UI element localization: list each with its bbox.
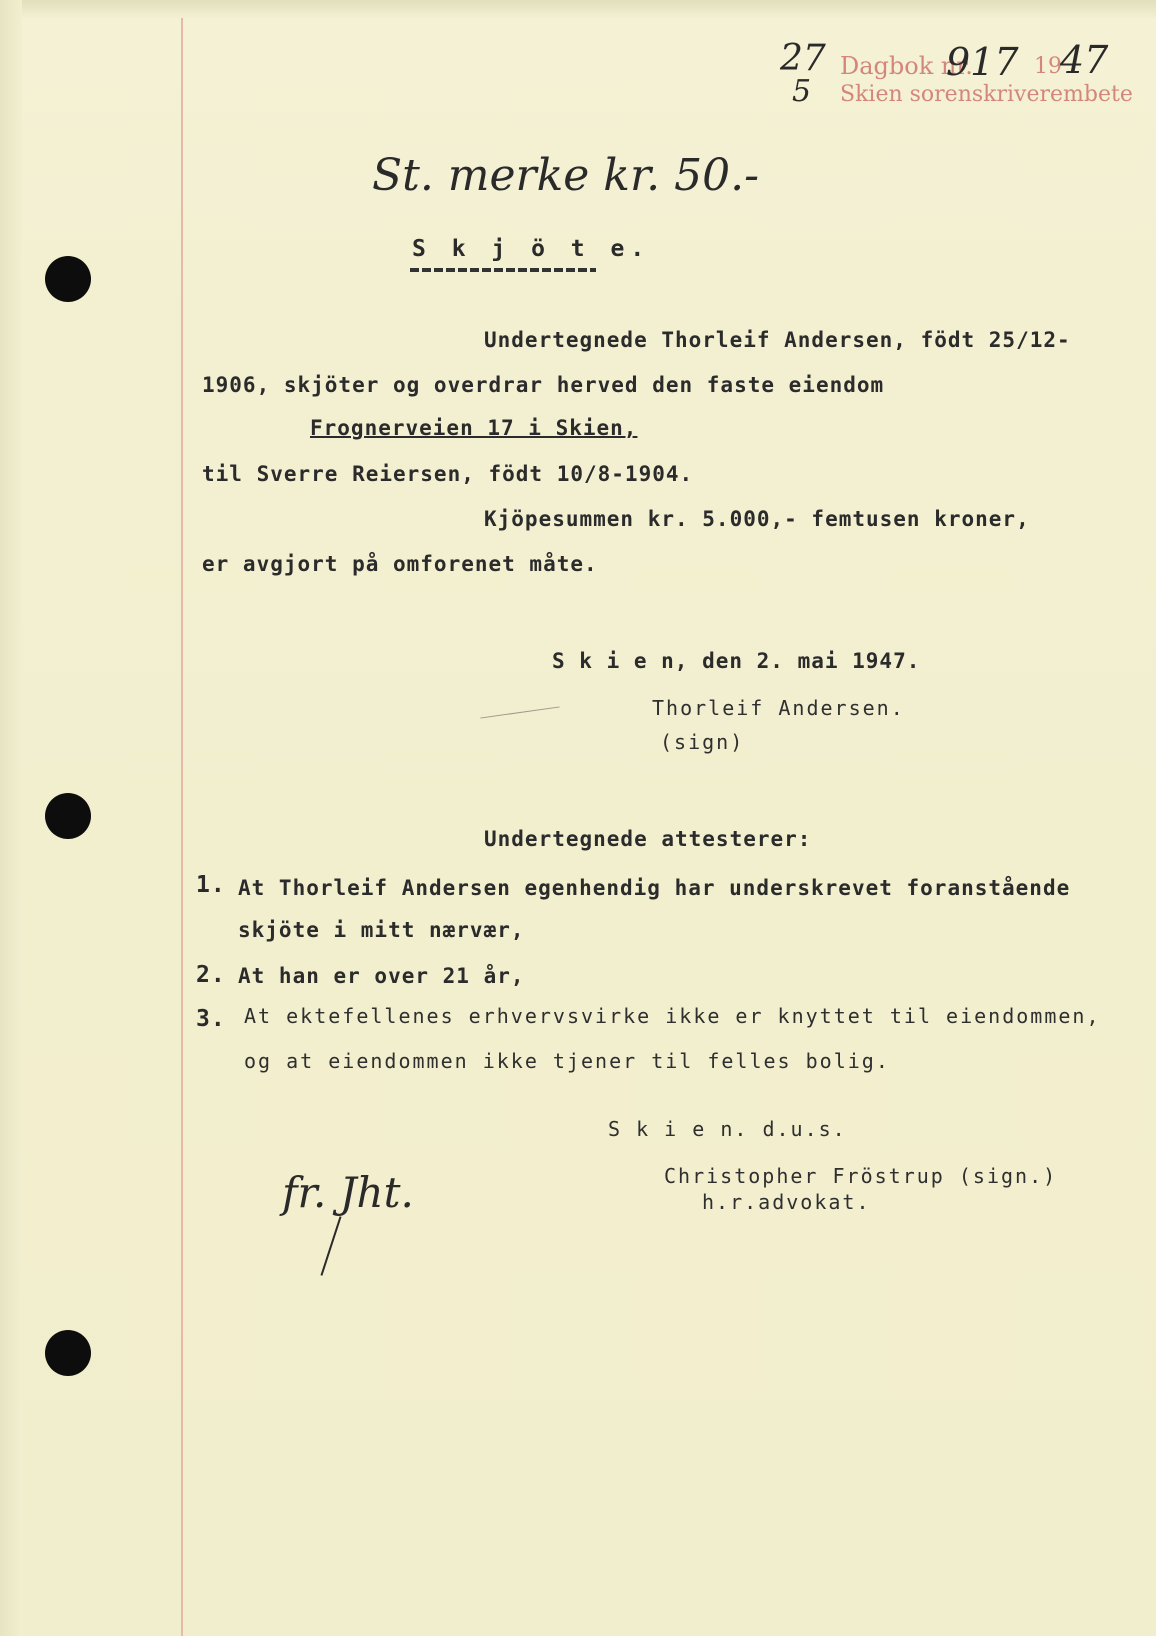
attestation-line: At Thorleif Andersen egenhendig har underskrevet foranstående	[238, 876, 1071, 900]
handwritten-month: 5	[792, 74, 812, 109]
handwritten-initials: fr. Jht.	[282, 1168, 414, 1217]
body-line: 1906, skjöter og overdrar herved den faste eiendom	[202, 373, 885, 397]
stamp-dagbok-label: Dagbok nr.	[840, 52, 973, 80]
place-dus: S k i e n. d.u.s.	[608, 1117, 847, 1141]
attester-name: Christopher Fröstrup (sign.)	[664, 1164, 1058, 1188]
body-line: Undertegnede Thorleif Andersen, födt 25/12-	[484, 328, 1071, 352]
body-line: Kjöpesummen kr. 5.000,- femtusen kroner,	[484, 507, 1030, 531]
stamp-office-name: Skien sorenskriverembete	[840, 82, 1133, 107]
place-date: S k i e n, den 2. mai 1947.	[552, 649, 921, 673]
attestation-line: At ektefellenes erhvervsvirke ikke er knyttet til eiendommen,	[244, 1004, 1101, 1028]
item-number: 1.	[196, 872, 226, 898]
punch-hole	[45, 793, 91, 839]
attestation-heading: Undertegnede attesterer:	[484, 827, 812, 851]
signer-sign-note: (sign)	[660, 730, 745, 754]
page-edge-left	[0, 0, 22, 1636]
page-edge-top	[0, 0, 1156, 18]
title-underline	[410, 268, 596, 272]
stamp-year-prefix: 19	[1034, 54, 1062, 79]
document-title: S k j ö t e.	[412, 236, 651, 262]
attester-title: h.r.advokat.	[702, 1190, 871, 1214]
stamp-duty-note: St. merke kr. 50.-	[372, 150, 759, 201]
punch-hole	[45, 256, 91, 302]
punch-hole	[45, 1330, 91, 1376]
margin-line	[181, 18, 183, 1636]
pen-stroke	[480, 706, 559, 718]
property-address: Frognerveien 17 i Skien,	[310, 416, 638, 440]
handwritten-entry-number: 917	[946, 40, 1019, 84]
initials-stroke	[320, 1216, 341, 1276]
signer-name: Thorleif Andersen.	[652, 696, 905, 720]
item-number: 2.	[196, 962, 226, 988]
attestation-line: skjöte i mitt nærvær,	[238, 918, 525, 942]
item-number: 3.	[196, 1006, 226, 1032]
handwritten-day: 27	[780, 38, 826, 79]
handwritten-year: 47	[1060, 38, 1109, 82]
attestation-line: og at eiendommen ikke tjener til felles bolig.	[244, 1049, 890, 1073]
body-line: er avgjort på omforenet måte.	[202, 552, 598, 576]
attestation-line: At han er over 21 år,	[238, 964, 525, 988]
body-line: til Sverre Reiersen, födt 10/8-1904.	[202, 462, 694, 486]
